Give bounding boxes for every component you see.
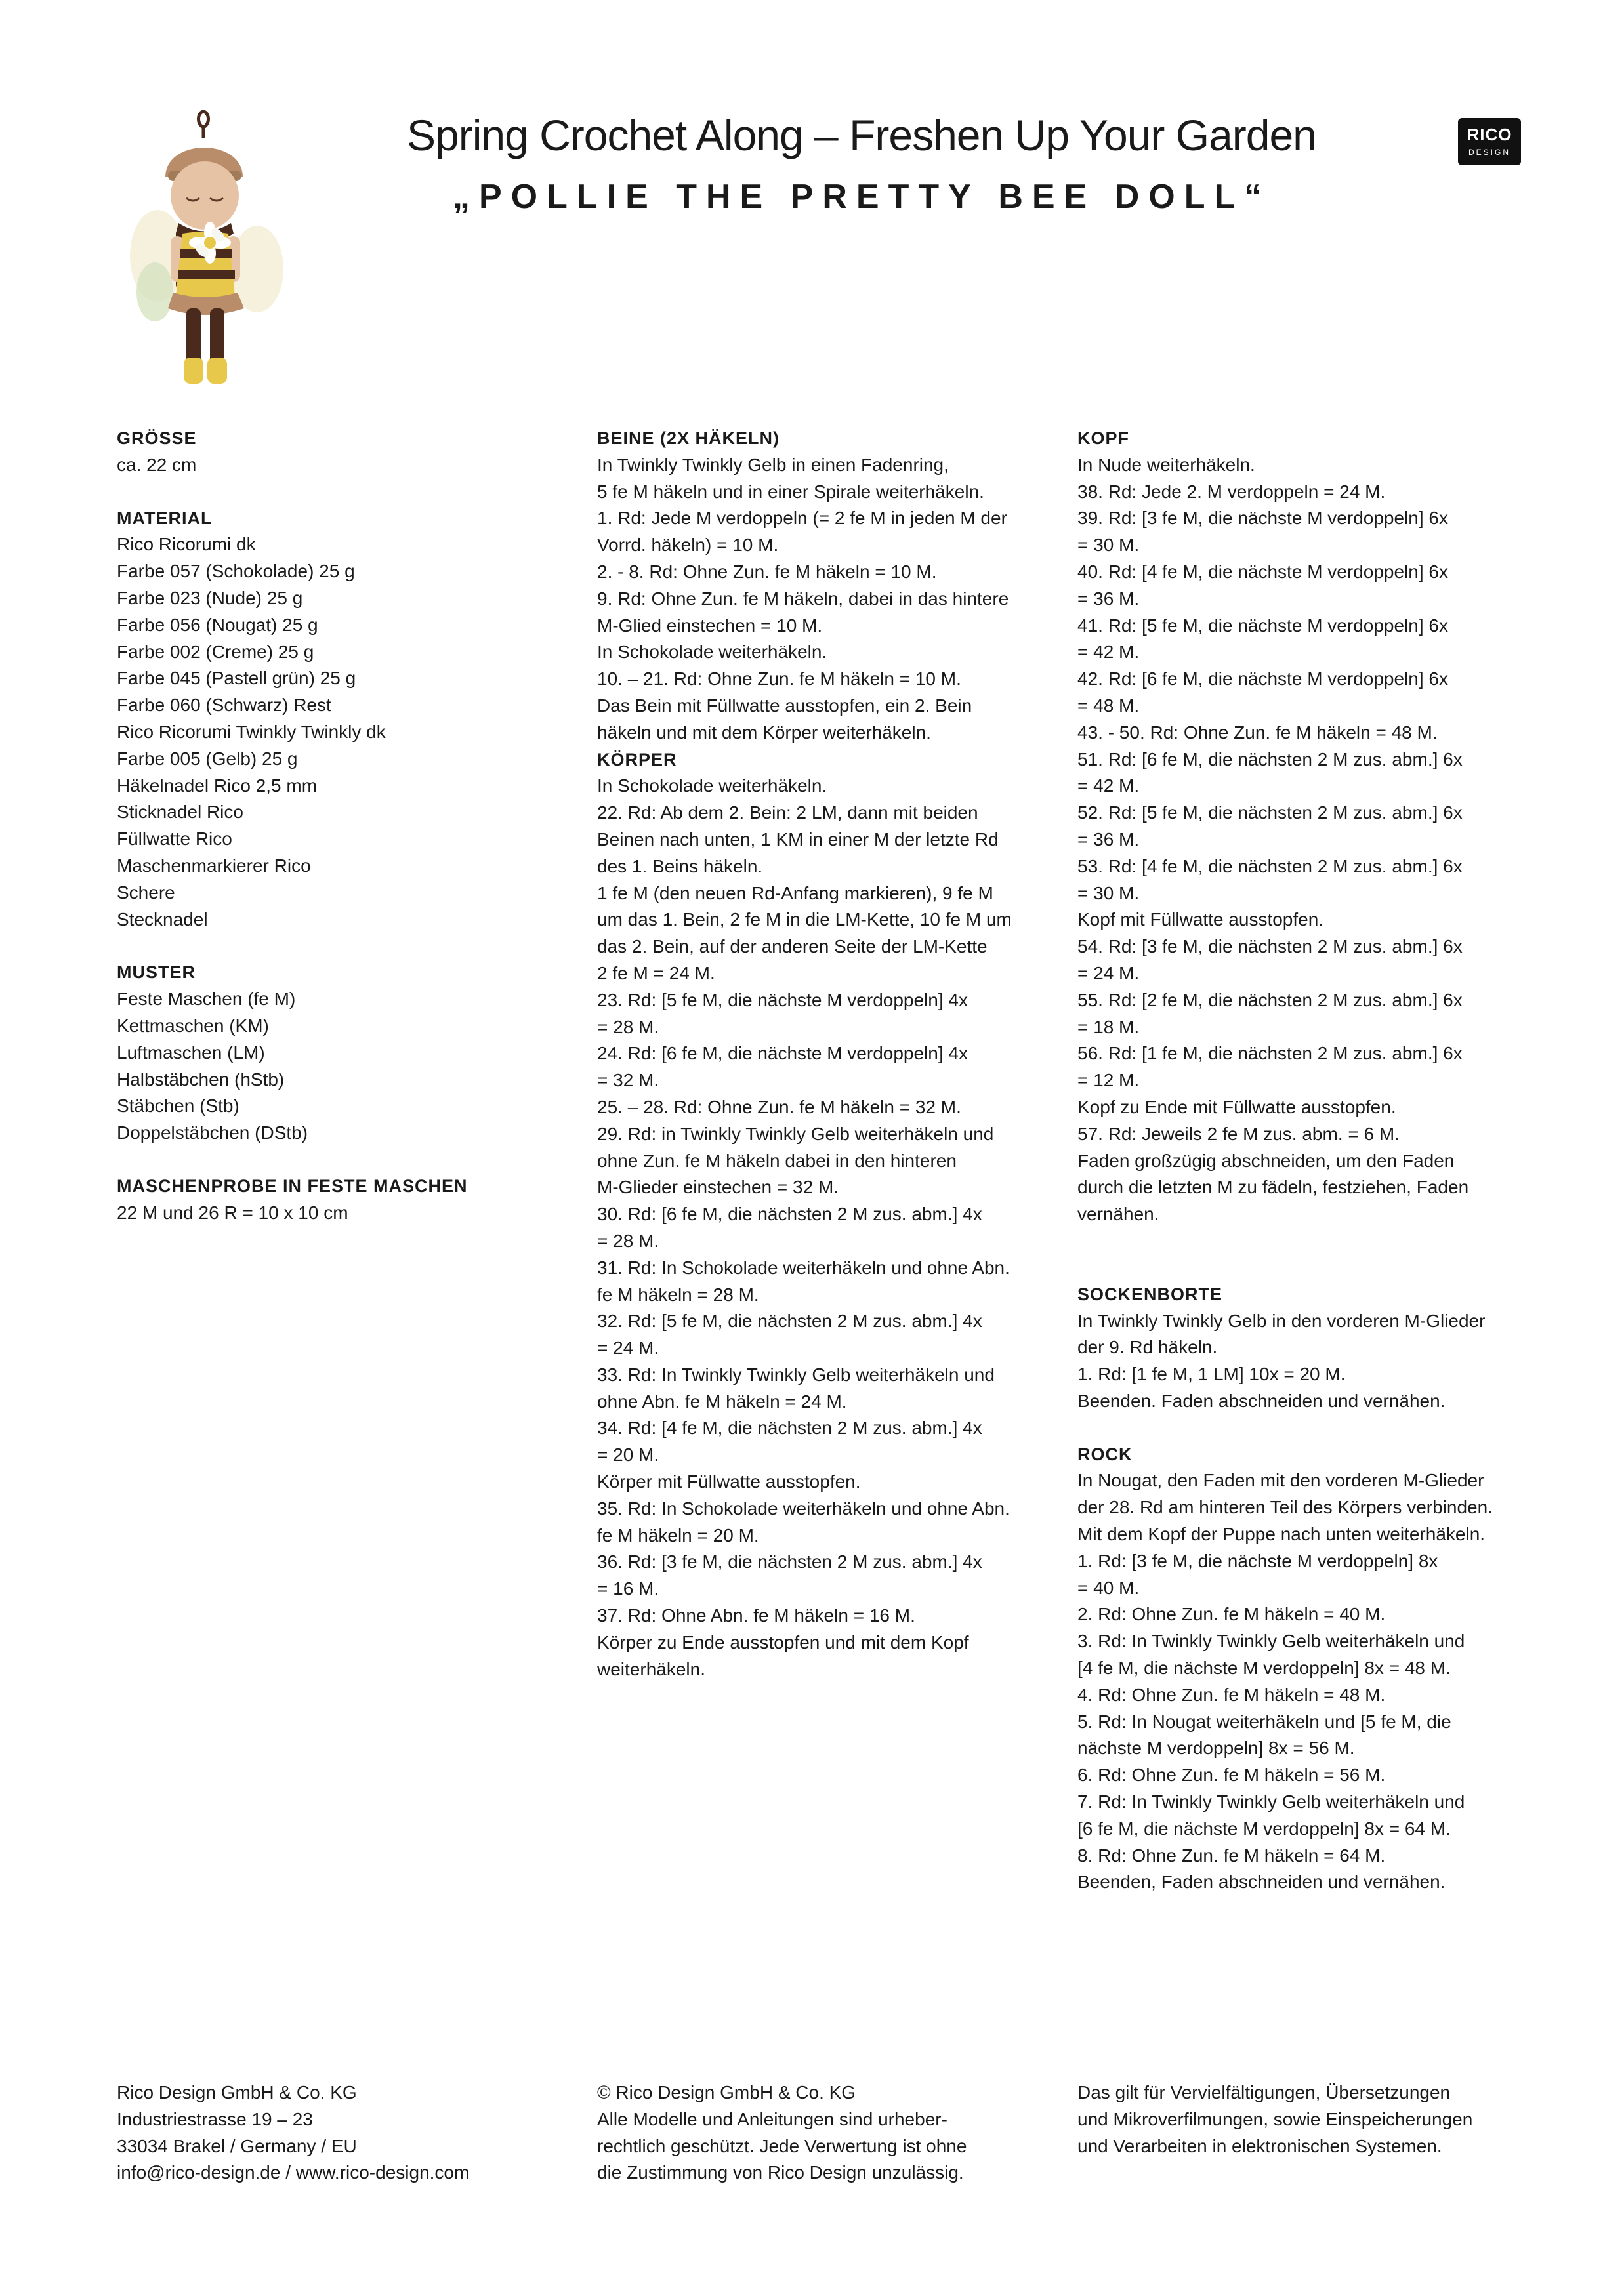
footer-line: Alle Modelle und Anleitungen sind urheber- xyxy=(597,2108,947,2129)
footer-legal xyxy=(1077,2080,1550,2160)
instruction-line: 38. Rd: Jede 2. M verdoppeln = 24 M. xyxy=(1077,481,1386,502)
instruction-line: 57. Rd: Jeweils 2 fe M zus. abm. = 6 M. xyxy=(1077,1123,1400,1144)
footer-line: © Rico Design GmbH & Co. KG xyxy=(597,2082,856,2102)
column-middle xyxy=(597,425,1070,1709)
instruction-line: Beenden. Faden abschneiden und vernähen. xyxy=(1077,1390,1446,1411)
footer-copyright xyxy=(597,2080,1070,2186)
section-heading: GRÖSSE xyxy=(117,428,197,448)
instruction-line: = 28 M. xyxy=(597,1016,659,1037)
instruction-line: fe M häkeln = 20 M. xyxy=(597,1525,759,1546)
section xyxy=(1077,1281,1550,1415)
instruction-line: In Schokolade weiterhäkeln. xyxy=(597,642,827,663)
instruction-line: 1. Rd: Jede M verdoppeln (= 2 fe M in jeden M der xyxy=(597,508,1007,529)
footer-line: info@rico-design.de / www.rico-design.com xyxy=(117,2162,470,2183)
instruction-line: 56. Rd: [1 fe M, die nächsten 2 M zus. abm.] 6x xyxy=(1077,1043,1463,1064)
instruction-line: = 24 M. xyxy=(1077,962,1140,983)
instruction-line: 41. Rd: [5 fe M, die nächste M verdoppeln] 6x xyxy=(1077,615,1448,636)
instruction-line: Farbe 056 (Nougat) 25 g xyxy=(117,614,318,635)
instruction-line: 23. Rd: [5 fe M, die nächste M verdoppeln] 4x xyxy=(597,989,968,1010)
section xyxy=(597,747,1070,1683)
instruction-line: 55. Rd: [2 fe M, die nächsten 2 M zus. abm.] 6x xyxy=(1077,989,1463,1010)
instruction-line: Vorrd. häkeln) = 10 M. xyxy=(597,535,779,556)
page-title: Spring Crochet Along – Freshen Up Your Garden xyxy=(407,111,1316,159)
instruction-line: 54. Rd: [3 fe M, die nächsten 2 M zus. abm.] 6x xyxy=(1077,936,1463,957)
section-heading: KÖRPER xyxy=(597,749,677,769)
instruction-line: = 32 M. xyxy=(597,1070,659,1091)
instruction-line: Kopf zu Ende mit Füllwatte ausstopfen. xyxy=(1077,1096,1396,1117)
instruction-line: In Nude weiterhäkeln. xyxy=(1077,454,1255,475)
instruction-line: Faden großzügig abschneiden, um den Faden xyxy=(1077,1150,1455,1171)
instruction-line: 53. Rd: [4 fe M, die nächsten 2 M zus. abm.] 6x xyxy=(1077,855,1463,876)
instruction-line: In Twinkly Twinkly Gelb in den vorderen M-Glieder xyxy=(1077,1310,1486,1331)
instruction-line: fe M häkeln = 28 M. xyxy=(597,1284,759,1305)
instruction-line: Rico Ricorumi dk xyxy=(117,534,256,555)
instruction-line: M-Glied einstechen = 10 M. xyxy=(597,615,823,636)
instruction-line: des 1. Beins häkeln. xyxy=(597,855,763,876)
instruction-line: 52. Rd: [5 fe M, die nächsten 2 M zus. abm.] 6x xyxy=(1077,802,1463,823)
instruction-line: = 24 M. xyxy=(597,1338,659,1359)
instruction-line: 30. Rd: [6 fe M, die nächsten 2 M zus. abm.] 4x xyxy=(597,1204,982,1225)
instruction-line: Farbe 060 (Schwarz) Rest xyxy=(117,695,331,716)
footer-line: Rico Design GmbH & Co. KG xyxy=(117,2082,357,2102)
instruction-line: Stäbchen (Stb) xyxy=(117,1096,239,1117)
instruction-line: 43. - 50. Rd: Ohne Zun. fe M häkeln = 48 M. xyxy=(1077,722,1438,743)
instruction-line: 31. Rd: In Schokolade weiterhäkeln und ohne Abn. xyxy=(597,1257,1010,1278)
instruction-line xyxy=(1077,1228,1550,1255)
instruction-line: Schere xyxy=(117,882,175,903)
instruction-line: In Twinkly Twinkly Gelb in einen Fadenring, xyxy=(597,454,949,475)
instruction-line: Sticknadel Rico xyxy=(117,802,243,823)
instruction-line: In Schokolade weiterhäkeln. xyxy=(597,775,827,796)
section xyxy=(117,505,589,933)
instruction-line: Maschenmarkierer Rico xyxy=(117,855,311,876)
pattern-name: „POLLIE THE PRETTY BEE DOLL“ xyxy=(453,178,1271,216)
instruction-line: 1. Rd: [3 fe M, die nächste M verdoppeln] 8x xyxy=(1077,1550,1438,1571)
instruction-line: Mit dem Kopf der Puppe nach unten weiterhäkeln. xyxy=(1077,1524,1486,1545)
instruction-line: 5 fe M häkeln und in einer Spirale weiterhäkeln. xyxy=(597,481,984,502)
instruction-line: Halbstäbchen (hStb) xyxy=(117,1069,285,1090)
instruction-line: Farbe 005 (Gelb) 25 g xyxy=(117,748,298,769)
instruction-line: = 48 M. xyxy=(1077,695,1140,716)
instruction-line: vernähen. xyxy=(1077,1204,1159,1225)
section-heading: ROCK xyxy=(1077,1444,1133,1464)
instruction-line: der 28. Rd am hinteren Teil des Körpers verbinden. xyxy=(1077,1497,1493,1518)
instruction-line: 5. Rd: In Nougat weiterhäkeln und [5 fe M, die xyxy=(1077,1711,1451,1732)
instruction-line: Feste Maschen (fe M) xyxy=(117,989,296,1010)
section-heading: BEINE (2X HÄKELN) xyxy=(597,428,780,448)
instruction-line: 2. - 8. Rd: Ohne Zun. fe M häkeln = 10 M. xyxy=(597,561,937,582)
instruction-line: = 16 M. xyxy=(597,1578,659,1599)
section-heading: MATERIAL xyxy=(117,508,213,528)
instruction-line: Kopf mit Füllwatte ausstopfen. xyxy=(1077,909,1324,930)
instruction-line: Farbe 002 (Creme) 25 g xyxy=(117,641,314,662)
instruction-line: häkeln und mit dem Körper weiterhäkeln. xyxy=(597,722,931,743)
instruction-line: Farbe 023 (Nude) 25 g xyxy=(117,587,303,608)
instruction-line: ca. 22 cm xyxy=(117,454,197,475)
instruction-line: = 42 M. xyxy=(1077,642,1140,663)
instruction-line: Rico Ricorumi Twinkly Twinkly dk xyxy=(117,721,386,742)
logo-subword: DESIGN xyxy=(1468,148,1510,157)
instruction-line: Stecknadel xyxy=(117,909,208,930)
instruction-line: nächste M verdoppeln] 8x = 56 M. xyxy=(1077,1738,1355,1759)
instruction-line: = 40 M. xyxy=(1077,1577,1140,1598)
footer-line: 33034 Brakel / Germany / EU xyxy=(117,2135,357,2156)
instruction-line: ohne Abn. fe M häkeln = 24 M. xyxy=(597,1391,847,1412)
instruction-line: 7. Rd: In Twinkly Twinkly Gelb weiterhäkeln und xyxy=(1077,1792,1465,1813)
section-heading: MASCHENPROBE IN FESTE MASCHEN xyxy=(117,1176,468,1196)
instruction-line: weiterhäkeln. xyxy=(597,1658,705,1679)
instruction-line: 4. Rd: Ohne Zun. fe M häkeln = 48 M. xyxy=(1077,1684,1386,1705)
instruction-line: 29. Rd: in Twinkly Twinkly Gelb weiterhäkeln und xyxy=(597,1123,994,1144)
instruction-line: In Nougat, den Faden mit den vorderen M-Glieder xyxy=(1077,1470,1484,1491)
instruction-line: 39. Rd: [3 fe M, die nächste M verdoppeln] 6x xyxy=(1077,508,1448,529)
instruction-line: 8. Rd: Ohne Zun. fe M häkeln = 64 M. xyxy=(1077,1845,1386,1866)
instruction-line: M-Glieder einstechen = 32 M. xyxy=(597,1177,839,1198)
instruction-line: Beenden, Faden abschneiden und vernähen. xyxy=(1077,1872,1446,1893)
instruction-line: ohne Zun. fe M häkeln dabei in den hinteren xyxy=(597,1150,957,1171)
instruction-line: 33. Rd: In Twinkly Twinkly Gelb weiterhäkeln und xyxy=(597,1364,995,1385)
footer-line: und Mikroverfilmungen, sowie Einspeicherungen xyxy=(1077,2108,1473,2129)
instruction-line: = 30 M. xyxy=(1077,882,1140,903)
footer-line: und Verarbeiten in elektronischen Systemen. xyxy=(1077,2135,1442,2156)
section xyxy=(1077,425,1550,1255)
logo-word: RICO xyxy=(1467,125,1512,144)
instruction-line: [4 fe M, die nächste M verdoppeln] 8x = 48 M. xyxy=(1077,1658,1451,1679)
instruction-line: Körper mit Füllwatte ausstopfen. xyxy=(597,1471,861,1492)
footer-line: rechtlich geschützt. Jede Verwertung ist ohne xyxy=(597,2135,967,2156)
doll-image xyxy=(105,105,302,394)
instruction-line: Doppelstäbchen (DStb) xyxy=(117,1122,308,1143)
instruction-line: = 12 M. xyxy=(1077,1070,1140,1091)
instruction-line: durch die letzten M zu fädeln, festziehen, Faden xyxy=(1077,1177,1469,1198)
column-left xyxy=(117,425,589,1253)
instruction-line: Farbe 045 (Pastell grün) 25 g xyxy=(117,668,356,689)
footer-line: die Zustimmung von Rico Design unzulässig. xyxy=(597,2162,964,2183)
rico-design-logo xyxy=(1458,118,1521,165)
instruction-line: 1 fe M (den neuen Rd-Anfang markieren), 9 fe M xyxy=(597,882,993,903)
instruction-line: 22. Rd: Ab dem 2. Bein: 2 LM, dann mit beiden xyxy=(597,802,978,823)
section xyxy=(597,425,1070,747)
instruction-line: Kettmaschen (KM) xyxy=(117,1015,269,1036)
instruction-line: Füllwatte Rico xyxy=(117,829,232,850)
section-heading: MUSTER xyxy=(117,962,196,983)
instruction-line: 6. Rd: Ohne Zun. fe M häkeln = 56 M. xyxy=(1077,1765,1386,1786)
instruction-line: der 9. Rd häkeln. xyxy=(1077,1337,1218,1358)
instruction-line: 35. Rd: In Schokolade weiterhäkeln und ohne Abn. xyxy=(597,1498,1010,1519)
instruction-line: 32. Rd: [5 fe M, die nächsten 2 M zus. abm.] 4x xyxy=(597,1311,982,1332)
instruction-line: = 18 M. xyxy=(1077,1016,1140,1037)
instruction-line: 24. Rd: [6 fe M, die nächste M verdoppeln] 4x xyxy=(597,1043,968,1064)
section-heading: KOPF xyxy=(1077,428,1130,448)
footer-line: Industriestrasse 19 – 23 xyxy=(117,2108,313,2129)
instruction-line: 37. Rd: Ohne Abn. fe M häkeln = 16 M. xyxy=(597,1605,915,1626)
instruction-line: 1. Rd: [1 fe M, 1 LM] 10x = 20 M. xyxy=(1077,1364,1346,1385)
instruction-line: Beinen nach unten, 1 KM in einer M der letzte Rd xyxy=(597,829,999,850)
instruction-line: 51. Rd: [6 fe M, die nächsten 2 M zus. abm.] 6x xyxy=(1077,748,1463,769)
instruction-line: Farbe 057 (Schokolade) 25 g xyxy=(117,561,355,582)
instruction-line: 25. – 28. Rd: Ohne Zun. fe M häkeln = 32 M. xyxy=(597,1096,961,1117)
instruction-line: 2 fe M = 24 M. xyxy=(597,962,715,983)
instruction-line: 36. Rd: [3 fe M, die nächsten 2 M zus. abm.] 4x xyxy=(597,1551,982,1572)
instruction-line: das 2. Bein, auf der anderen Seite der LM-Kette xyxy=(597,936,988,957)
section xyxy=(117,425,589,479)
footer-address xyxy=(117,2080,589,2186)
instruction-line: um das 1. Bein, 2 fe M in die LM-Kette, 10 fe M um xyxy=(597,909,1012,930)
instruction-line: 40. Rd: [4 fe M, die nächste M verdoppeln] 6x xyxy=(1077,561,1448,582)
column-right xyxy=(1077,425,1550,1922)
instruction-line: 10. – 21. Rd: Ohne Zun. fe M häkeln = 10 M. xyxy=(597,668,961,689)
section xyxy=(117,959,589,1147)
section xyxy=(1077,1441,1550,1896)
instruction-line: = 42 M. xyxy=(1077,775,1140,796)
instruction-line: 22 M und 26 R = 10 x 10 cm xyxy=(117,1202,348,1223)
instruction-line: 3. Rd: In Twinkly Twinkly Gelb weiterhäkeln und xyxy=(1077,1631,1465,1652)
instruction-line: = 20 M. xyxy=(597,1445,659,1466)
instruction-line: Luftmaschen (LM) xyxy=(117,1042,265,1063)
instruction-line: = 28 M. xyxy=(597,1230,659,1251)
instruction-line: [6 fe M, die nächste M verdoppeln] 8x = 64 M. xyxy=(1077,1818,1451,1839)
footer-line: Das gilt für Vervielfältigungen, Übersetzungen xyxy=(1077,2082,1451,2102)
instruction-line: 2. Rd: Ohne Zun. fe M häkeln = 40 M. xyxy=(1077,1604,1386,1625)
instruction-line: 34. Rd: [4 fe M, die nächsten 2 M zus. abm.] 4x xyxy=(597,1418,982,1439)
instruction-line: = 36 M. xyxy=(1077,829,1140,850)
section xyxy=(117,1173,589,1227)
instruction-line: Häkelnadel Rico 2,5 mm xyxy=(117,775,318,796)
instruction-line: Körper zu Ende ausstopfen und mit dem Kopf xyxy=(597,1631,969,1652)
instruction-line: Das Bein mit Füllwatte ausstopfen, ein 2. Bein xyxy=(597,695,972,716)
section-heading: SOCKENBORTE xyxy=(1077,1284,1223,1304)
instruction-line: 42. Rd: [6 fe M, die nächste M verdoppeln] 6x xyxy=(1077,668,1448,689)
instruction-line: 9. Rd: Ohne Zun. fe M häkeln, dabei in das hintere xyxy=(597,588,1009,609)
instruction-line: = 30 M. xyxy=(1077,535,1140,556)
instruction-line: = 36 M. xyxy=(1077,588,1140,609)
